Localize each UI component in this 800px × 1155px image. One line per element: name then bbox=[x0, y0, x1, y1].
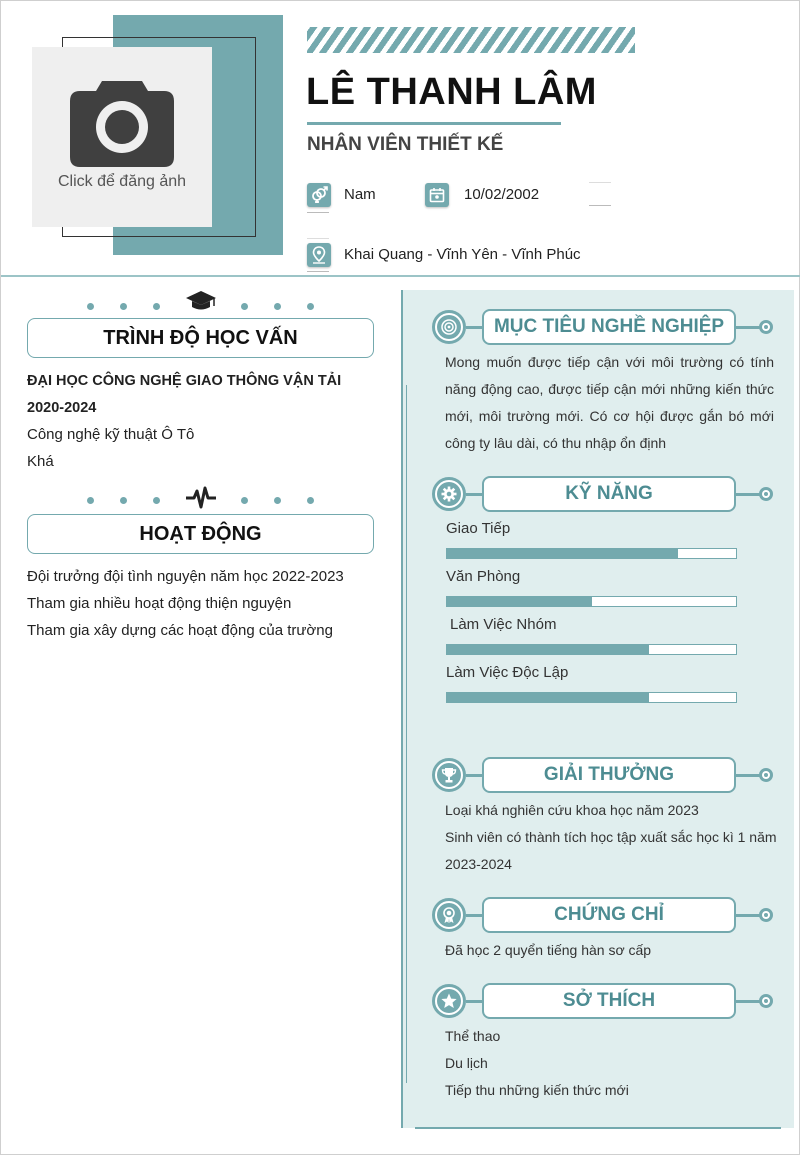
skill-bar bbox=[446, 692, 737, 703]
hobby-item: Tiếp thu những kiến thức mới bbox=[445, 1082, 629, 1098]
activities-heading: HOẠT ĐỘNG bbox=[27, 514, 374, 554]
award-item: Sinh viên có thành tích học tập xuất sắc học kì 1 năm bbox=[445, 829, 777, 845]
skill-name: Làm Việc Độc Lập bbox=[446, 664, 569, 681]
skill-name: Giao Tiếp bbox=[446, 520, 511, 537]
skill-bar-fill bbox=[447, 597, 592, 606]
connector-end bbox=[759, 320, 773, 334]
connector-end bbox=[759, 768, 773, 782]
education-grade: Khá bbox=[27, 453, 54, 470]
trophy-icon bbox=[432, 758, 466, 792]
connector bbox=[466, 493, 483, 496]
connector bbox=[736, 1000, 760, 1003]
objective-heading: MỤC TIÊU NGHỀ NGHIỆP bbox=[482, 309, 736, 345]
connector bbox=[736, 326, 760, 329]
birthdate-value: 10/02/2002 bbox=[464, 186, 540, 203]
activity-item: Đội trưởng đội tình nguyện năm học 2022-2023 bbox=[27, 568, 344, 585]
header-divider bbox=[1, 275, 800, 277]
camera-icon bbox=[68, 73, 176, 169]
location-icon bbox=[307, 243, 331, 267]
gender-value: Nam bbox=[344, 186, 376, 203]
skills-heading: KỸ NĂNG bbox=[482, 476, 736, 512]
connector-end bbox=[759, 487, 773, 501]
skill-bar bbox=[446, 644, 737, 655]
divider bbox=[307, 238, 329, 239]
skill-bar-fill bbox=[447, 549, 678, 558]
calendar-icon bbox=[425, 183, 449, 207]
awards-heading: GIẢI THƯỞNG bbox=[482, 757, 736, 793]
education-heading: TRÌNH ĐỘ HỌC VẤN bbox=[27, 318, 374, 358]
skill-bar-fill bbox=[447, 645, 649, 654]
address-value: Khai Quang - Vĩnh Yên - Vĩnh Phúc bbox=[344, 246, 581, 263]
job-title: NHÂN VIÊN THIẾT KẾ bbox=[307, 134, 504, 155]
divider bbox=[307, 271, 329, 272]
education-major: Công nghệ kỹ thuật Ô Tô bbox=[27, 426, 195, 443]
skill-bar-fill bbox=[447, 693, 649, 702]
education-years: 2020-2024 bbox=[27, 400, 97, 416]
divider bbox=[589, 205, 611, 206]
name-underline bbox=[307, 122, 561, 125]
graduation-cap-icon bbox=[185, 289, 217, 313]
divider bbox=[589, 182, 611, 183]
decorative-stripes bbox=[307, 27, 635, 53]
right-panel-guide-line bbox=[406, 385, 407, 1083]
bottom-divider bbox=[415, 1127, 781, 1129]
gender-icon bbox=[307, 183, 331, 207]
objective-text: Mong muốn được tiếp cận với môi trường có tính năng động cao, được tiếp cận mới những kiến thức mới, môi trường mới. Có cơ hội được gắn bó mới công ty lâu dài, có thu nhập ổn định bbox=[445, 354, 774, 451]
certificates-heading: CHỨNG CHỈ bbox=[482, 897, 736, 933]
education-school: ĐẠI HỌC CÔNG NGHỆ GIAO THÔNG VẬN TẢI bbox=[27, 373, 342, 389]
activity-item: Tham gia xây dựng các hoạt động của trường bbox=[27, 622, 333, 639]
hobby-item: Thể thao bbox=[445, 1028, 501, 1044]
hobby-item: Du lịch bbox=[445, 1055, 488, 1071]
activity-item: Tham gia nhiều hoạt động thiện nguyện bbox=[27, 595, 292, 612]
connector bbox=[736, 914, 760, 917]
connector bbox=[736, 493, 760, 496]
target-icon bbox=[432, 310, 466, 344]
connector bbox=[736, 774, 760, 777]
certificate-item: Đã học 2 quyển tiếng hàn sơ cấp bbox=[445, 942, 652, 958]
full-name: LÊ THANH LÂM bbox=[306, 71, 597, 113]
skill-bar bbox=[446, 548, 737, 559]
photo-upload[interactable] bbox=[32, 47, 212, 227]
skill-bar bbox=[446, 596, 737, 607]
skill-name: Văn Phòng bbox=[446, 568, 521, 585]
connector bbox=[466, 1000, 483, 1003]
connector-end bbox=[759, 994, 773, 1008]
connector bbox=[466, 914, 483, 917]
hobbies-heading: SỞ THÍCH bbox=[482, 983, 736, 1019]
star-icon bbox=[432, 984, 466, 1018]
divider bbox=[307, 212, 329, 213]
connector bbox=[466, 326, 483, 329]
connector bbox=[466, 774, 483, 777]
pulse-icon bbox=[185, 485, 217, 511]
award-item: 2023-2024 bbox=[445, 856, 512, 872]
skill-name: Làm Việc Nhóm bbox=[450, 616, 557, 633]
medal-icon bbox=[432, 898, 466, 932]
connector-end bbox=[759, 908, 773, 922]
award-item: Loại khá nghiên cứu khoa học năm 2023 bbox=[445, 802, 699, 818]
gear-icon bbox=[432, 477, 466, 511]
photo-caption: Click để đăng ảnh bbox=[57, 173, 187, 190]
